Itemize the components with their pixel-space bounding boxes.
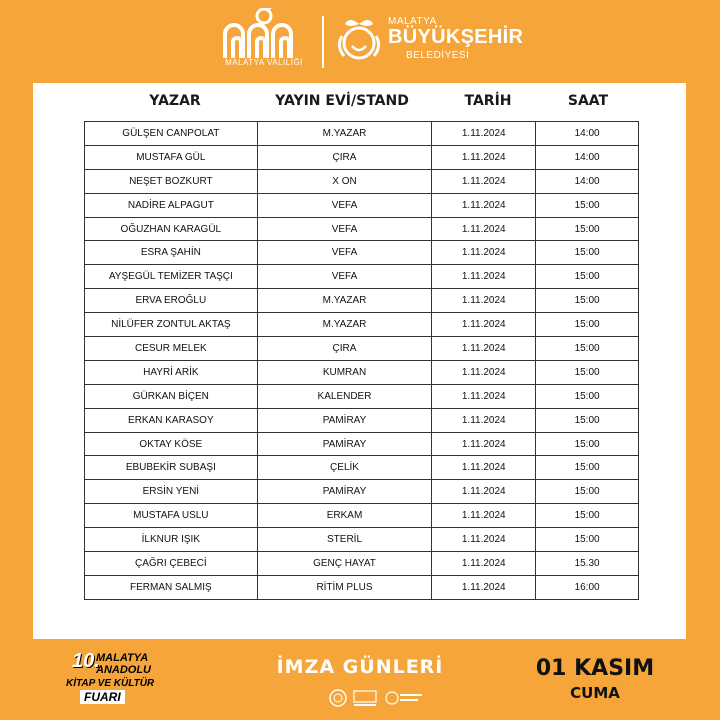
time-cell: 15:00 bbox=[536, 289, 639, 313]
table-row bbox=[85, 456, 639, 480]
author-cell: İLKNUR IŞIK bbox=[85, 528, 258, 552]
time-cell: 15:00 bbox=[536, 193, 639, 217]
event-date: 01 KASIM bbox=[535, 656, 655, 681]
author-cell: GÜRKAN BİÇEN bbox=[85, 384, 258, 408]
date-cell: 1.11.2024 bbox=[432, 504, 536, 528]
time-cell: 15:00 bbox=[536, 432, 639, 456]
table-row bbox=[85, 432, 639, 456]
author-cell: FERMAN SALMIŞ bbox=[85, 575, 258, 599]
date-cell: 1.11.2024 bbox=[432, 456, 536, 480]
date-cell: 1.11.2024 bbox=[432, 360, 536, 384]
publisher-cell: KALENDER bbox=[257, 384, 432, 408]
publisher-cell: ÇIRA bbox=[257, 145, 432, 169]
author-cell: AYŞEGÜL TEMİZER TAŞÇI bbox=[85, 265, 258, 289]
table-row bbox=[85, 337, 639, 361]
author-cell: NEŞET BOZKURT bbox=[85, 169, 258, 193]
publisher-cell: KUMRAN bbox=[257, 360, 432, 384]
valilik-caption: MALATYA VALİLİĞİ bbox=[225, 58, 303, 67]
time-cell: 15:00 bbox=[536, 528, 639, 552]
logo-divider bbox=[322, 16, 324, 68]
date-cell: 1.11.2024 bbox=[432, 552, 536, 576]
date-cell: 1.11.2024 bbox=[432, 122, 536, 146]
fair-line2: ANADOLU bbox=[96, 664, 151, 676]
table-row bbox=[85, 122, 639, 146]
author-cell: EBUBEKİR SUBAŞI bbox=[85, 456, 258, 480]
book-fair-logo bbox=[66, 650, 176, 716]
fair-number: 10. bbox=[72, 650, 100, 672]
time-cell: 15:00 bbox=[536, 504, 639, 528]
time-cell: 15:00 bbox=[536, 456, 639, 480]
publisher-cell: RİTİM PLUS bbox=[257, 575, 432, 599]
table-row bbox=[85, 552, 639, 576]
fair-line1: MALATYA bbox=[96, 652, 149, 664]
bb-line2: BÜYÜKŞEHİR bbox=[388, 26, 524, 48]
author-cell: OKTAY KÖSE bbox=[85, 432, 258, 456]
author-cell: ERVA EROĞLU bbox=[85, 289, 258, 313]
time-cell: 15:00 bbox=[536, 360, 639, 384]
author-cell: OĞUZHAN KARAGÜL bbox=[85, 217, 258, 241]
table-row bbox=[85, 169, 639, 193]
publisher-cell: VEFA bbox=[257, 217, 432, 241]
apricot-emblem-icon bbox=[334, 16, 384, 66]
time-cell: 15:00 bbox=[536, 384, 639, 408]
author-cell: ESRA ŞAHİN bbox=[85, 241, 258, 265]
time-cell: 15:00 bbox=[536, 337, 639, 361]
date-cell: 1.11.2024 bbox=[432, 528, 536, 552]
publisher-cell: VEFA bbox=[257, 265, 432, 289]
column-header-date: TARİH bbox=[464, 93, 512, 109]
date-cell: 1.11.2024 bbox=[432, 432, 536, 456]
table-row bbox=[85, 217, 639, 241]
publisher-cell: M.YAZAR bbox=[257, 313, 432, 337]
date-cell: 1.11.2024 bbox=[432, 241, 536, 265]
arches-icon bbox=[219, 8, 309, 60]
bb-line1: MALATYA bbox=[388, 16, 437, 27]
malatya-valiligi-logo bbox=[214, 8, 314, 78]
buyuksehir-logo bbox=[334, 14, 524, 74]
date-cell: 1.11.2024 bbox=[432, 337, 536, 361]
time-cell: 14:00 bbox=[536, 122, 639, 146]
publisher-cell: X ON bbox=[257, 169, 432, 193]
author-cell: MUSTAFA USLU bbox=[85, 504, 258, 528]
publisher-cell: M.YAZAR bbox=[257, 289, 432, 313]
time-cell: 16:00 bbox=[536, 575, 639, 599]
publisher-cell: M.YAZAR bbox=[257, 122, 432, 146]
table-row bbox=[85, 313, 639, 337]
date-cell: 1.11.2024 bbox=[432, 289, 536, 313]
date-cell: 1.11.2024 bbox=[432, 384, 536, 408]
author-cell: GÜLŞEN CANPOLAT bbox=[85, 122, 258, 146]
date-cell: 1.11.2024 bbox=[432, 145, 536, 169]
event-day: CUMA bbox=[570, 684, 620, 702]
author-cell: ERSİN YENİ bbox=[85, 480, 258, 504]
time-cell: 15:00 bbox=[536, 313, 639, 337]
publisher-cell: GENÇ HAYAT bbox=[257, 552, 432, 576]
publisher-cell: PAMİRAY bbox=[257, 480, 432, 504]
time-cell: 15:00 bbox=[536, 408, 639, 432]
time-cell: 15.30 bbox=[536, 552, 639, 576]
date-cell: 1.11.2024 bbox=[432, 480, 536, 504]
partner-logo-icon bbox=[384, 688, 424, 708]
time-cell: 14:00 bbox=[536, 145, 639, 169]
time-cell: 14:00 bbox=[536, 169, 639, 193]
table-row bbox=[85, 480, 639, 504]
author-cell: NİLÜFER ZONTUL AKTAŞ bbox=[85, 313, 258, 337]
time-cell: 15:00 bbox=[536, 217, 639, 241]
date-cell: 1.11.2024 bbox=[432, 313, 536, 337]
table-row bbox=[85, 145, 639, 169]
seal-icon bbox=[328, 688, 348, 708]
publisher-cell: VEFA bbox=[257, 241, 432, 265]
publisher-cell: ÇIRA bbox=[257, 337, 432, 361]
date-cell: 1.11.2024 bbox=[432, 265, 536, 289]
table-row bbox=[85, 360, 639, 384]
event-title: İMZA GÜNLERİ bbox=[276, 656, 444, 678]
date-cell: 1.11.2024 bbox=[432, 217, 536, 241]
column-header-time: SAAT bbox=[567, 93, 609, 109]
sponsor-logos bbox=[300, 688, 440, 710]
time-cell: 15:00 bbox=[536, 265, 639, 289]
table-row bbox=[85, 193, 639, 217]
author-cell: MUSTAFA GÜL bbox=[85, 145, 258, 169]
table-row bbox=[85, 528, 639, 552]
bb-line3: BELEDİYESİ bbox=[406, 50, 470, 61]
date-cell: 1.11.2024 bbox=[432, 408, 536, 432]
column-header-author: YAZAR bbox=[149, 93, 201, 109]
author-cell: CESUR MELEK bbox=[85, 337, 258, 361]
emblem-icon bbox=[352, 688, 378, 708]
publisher-cell: PAMİRAY bbox=[257, 432, 432, 456]
fair-line4: FUARI bbox=[80, 690, 125, 704]
author-cell: ÇAĞRI ÇEBECİ bbox=[85, 552, 258, 576]
publisher-cell: STERİL bbox=[257, 528, 432, 552]
table-body bbox=[85, 122, 639, 600]
table-row bbox=[85, 241, 639, 265]
date-cell: 1.11.2024 bbox=[432, 575, 536, 599]
publisher-cell: PAMİRAY bbox=[257, 408, 432, 432]
table-row bbox=[85, 384, 639, 408]
column-header-publisher: YAYIN EVİ/STAND bbox=[275, 93, 409, 109]
table-row bbox=[85, 408, 639, 432]
table-row bbox=[85, 504, 639, 528]
date-cell: 1.11.2024 bbox=[432, 169, 536, 193]
author-cell: ERKAN KARASOY bbox=[85, 408, 258, 432]
header bbox=[0, 0, 720, 82]
table-row bbox=[85, 265, 639, 289]
time-cell: 15:00 bbox=[536, 480, 639, 504]
fair-line3: KİTAP VE KÜLTÜR bbox=[66, 678, 155, 689]
table-row bbox=[85, 575, 639, 599]
signing-schedule-table bbox=[84, 121, 639, 600]
time-cell: 15:00 bbox=[536, 241, 639, 265]
publisher-cell: ÇELİK bbox=[257, 456, 432, 480]
table-row bbox=[85, 289, 639, 313]
author-cell: NADİRE ALPAGUT bbox=[85, 193, 258, 217]
author-cell: HAYRİ ARİK bbox=[85, 360, 258, 384]
date-cell: 1.11.2024 bbox=[432, 193, 536, 217]
publisher-cell: ERKAM bbox=[257, 504, 432, 528]
publisher-cell: VEFA bbox=[257, 193, 432, 217]
